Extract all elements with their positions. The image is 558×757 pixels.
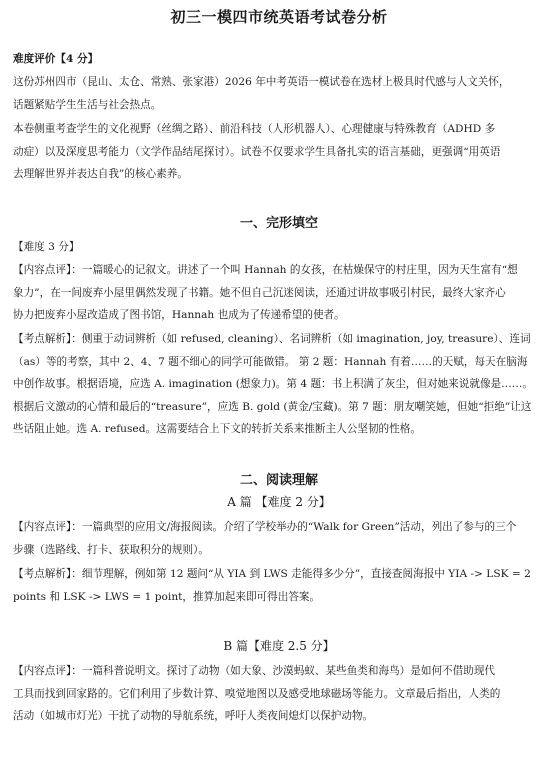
text-line: 活动（如城市灯光）干扰了动物的导航系统，呼吁人类夜间熄灯以保护动物。 bbox=[13, 710, 374, 722]
part-b-content-review bbox=[13, 660, 545, 728]
text-line: 协力把废弃小屋改造成了图书馆，Hannah 也成为了传递希望的使者。 bbox=[13, 309, 345, 321]
section1-difficulty: 【难度 3 分】 bbox=[13, 241, 80, 253]
text-line: 【内容点评】：一篇科普说明文。探讨了动物（如大象、沙漠蚂蚁、某些鱼类和海鸟）是如何不借助现代 bbox=[13, 665, 496, 677]
part-a-heading: A 篇 【难度 2 分】 bbox=[227, 495, 331, 509]
text-line: 话题紧贴学生生活与社会热点。 bbox=[13, 98, 162, 111]
text-line: 【内容点评】：一篇典型的应用文/海报阅读。介绍了学校举办的“Walk for Green”活动，列出了参与的三个 bbox=[13, 521, 517, 533]
section1-content-review bbox=[13, 259, 545, 327]
text-line: 去理解世界并表达自我”的核心素养。 bbox=[13, 168, 188, 180]
text-line: 本卷侧重考查学生的文化视野（丝绸之路）、前沿科技（人形机器人）、心理健康与特殊教育（ADHD 多 bbox=[13, 123, 496, 135]
overview-difficulty: 难度评价【4 分】 bbox=[13, 53, 99, 65]
text-line: 象力”，在一间废弃小屋里偶然发现了书籍。她不但自己沉迷阅读，还通过讲故事吸引村民，最终大家齐心 bbox=[13, 286, 506, 299]
text-line: 【考点解析】：侧重于动词辨析（如 refused, cleaning）、名词辨析（如 imagination, joy, treasure）、连词 bbox=[13, 333, 531, 345]
part-a-analysis bbox=[13, 563, 545, 608]
text-line: points 和 LSK -> LWS = 1 point，推算加起来即可得出答案。 bbox=[13, 590, 321, 603]
text-line: 工具而找到回家路的。它们利用了步数计算、嗅觉地图以及感受地球磁场等能力。文章最后指出，人类的 bbox=[13, 687, 501, 700]
text-line: 【内容点评】：一篇暖心的记叙文。讲述了一个叫 Hannah 的女孩，在枯燥保守的村庄里，因为天生富有“想 bbox=[13, 264, 518, 276]
text-line: 这份苏州四市（昆山、太仓、常熟、张家港）2026 年中考英语一模试卷在选材上极具时代感与人文关怀， bbox=[13, 76, 510, 88]
text-line: 步骤（选路线、打卡、获取积分的规则）。 bbox=[13, 543, 209, 556]
part-a-content-review bbox=[13, 516, 545, 561]
text-line: （as）等的考察，其中 2、4、7 题不细心的同学可能做错。 第 2 题：Hannah 有着……的天赋，每天在脑海 bbox=[13, 355, 528, 368]
text-line: 些话阻止她。选 A. refused。这需要结合上下文的转折关系来推断主人公坚韧的性格。 bbox=[13, 423, 421, 435]
page-title: 初三一模四市统英语考试卷分析 bbox=[170, 8, 388, 26]
section-heading-reading: 二、阅读理解 bbox=[239, 473, 318, 488]
section1-analysis bbox=[13, 328, 545, 441]
text-line: 【考点解析】：细节理解，例如第 12 题问“从 YIA 到 LWS 走能得多少分”，直接查阅海报中 YIA -> LSK = 2 bbox=[13, 568, 531, 580]
text-line: 中创作故事。根据语境，应选 A. imagination (想象力)。第 4 题：书上积满了灰尘，但对她来说就像是……。 bbox=[13, 378, 533, 390]
overview-paragraph-1 bbox=[13, 71, 545, 116]
text-line: 根据后文激动的心情和最后的“treasure”，应选 B. gold (黄金/宝藏)。第 7 题：朋友嘲笑她，但她“拒绝”让这 bbox=[13, 400, 532, 413]
section-heading-cloze: 一、完形填空 bbox=[239, 216, 318, 231]
text-line: 动症）以及深度思考能力（文学作品结尾探讨）。试卷不仅要求学生具备扎实的语言基础，更强调“用英语 bbox=[13, 145, 501, 158]
overview-paragraph-2 bbox=[13, 118, 545, 186]
part-b-heading: B 篇【难度 2.5 分】 bbox=[223, 639, 335, 653]
